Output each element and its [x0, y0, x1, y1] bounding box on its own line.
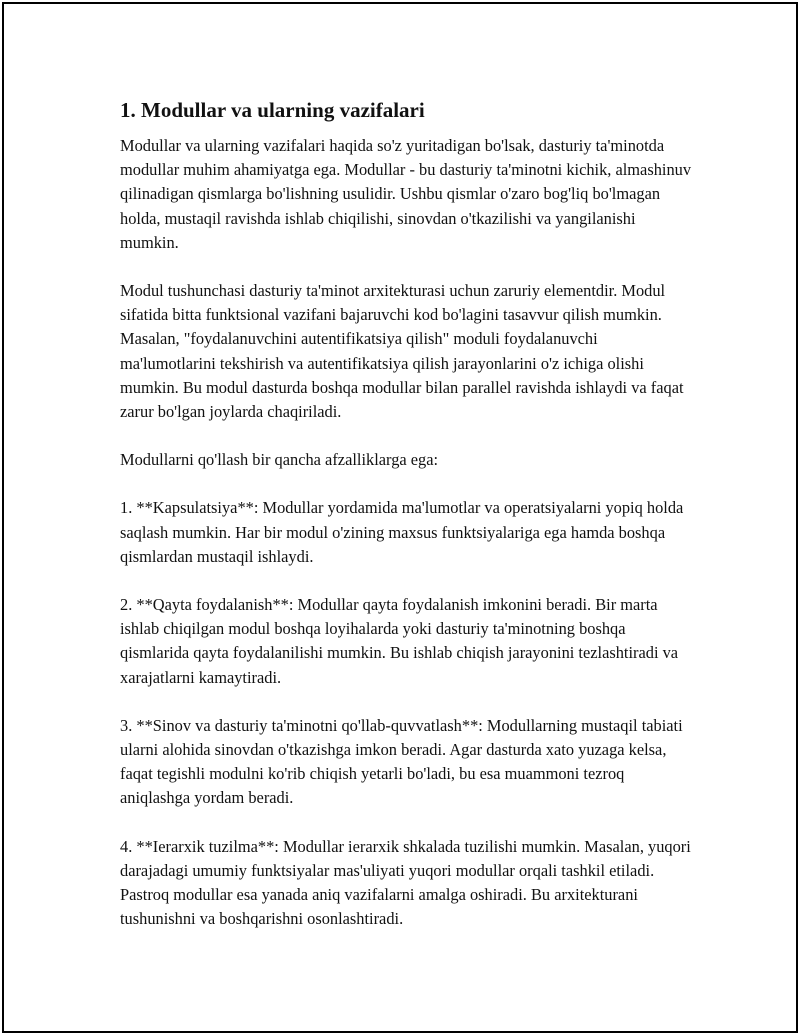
list-item-reuse: 2. **Qayta foydalanish**: Modullar qayta foydalanish imkonini beradi. Bir marta ishlab chiqilgan modul boshqa loyihalarda yoki dasturiy ta'minotning boshqa qismlarida qayta foydalanilishi mumkin. Bu ishlab chiqish jarayonini tezlashtiradi va xarajatlarni kamaytiradi. [120, 595, 679, 687]
paragraph-module-concept: Modul tushunchasi dasturiy ta'minot arxitekturasi uchun zaruriy elementdir. Modul sifatida bitta funktsional vazifani bajaruvchi kod bo'lagini tasavvur qilish mumkin. Masalan, "foydalanuvchini autentifikatsiya qilish" moduli foydalanuvchi ma'lumotlarini tekshirish va autentifikatsiya qilish jarayonlarini o'z ichiga olishi mumkin. Bu modul dasturda boshqa modullar bilan parallel ravishda ishlaydi va faqat zarur bo'lgan joylarda chaqiriladi. [120, 281, 684, 422]
list-item-encapsulation: 1. **Kapsulatsiya**: Modullar yordamida ma'lumotlar va operatsiyalarni yopiq holda saqlash mumkin. Har bir modul o'zining maxsus funktsiyalariga ega hamda boshqa qismlardan mustaqil ishlaydi. [120, 498, 684, 566]
paragraph-intro: Modullar va ularning vazifalari haqida so'z yuritadigan bo'lsak, dasturiy ta'minotda modullar muhim ahamiyatga ega. Modullar - bu dasturiy ta'minotni kichik, almashinuv qilinadigan qismlarga bo'lishning usulidir. Ushbu qismlar o'zaro bog'liq bo'lmagan holda, mustaqil ravishda ishlab chiqilishi, sinovdan o'tkazilishi va yangilanishi mumkin. [120, 136, 692, 252]
list-item-testing: 3. **Sinov va dasturiy ta'minotni qo'llab-quvvatlash**: Modullarning mustaqil tabiati ularni alohida sinovdan o'tkazishga imkon beradi. Agar dasturda xato yuzaga kelsa, faqat tegishli modulni ko'rib chiqish yetarli bo'ladi, bu esa muammoni tezroq aniqlashga yordam beradi. [120, 715, 683, 808]
paragraph-advantages-intro: Modullarni qo'llash bir qancha afzalliklarga ega: [120, 450, 439, 470]
document-body [120, 96, 692, 955]
section-heading: 1. Modullar va ularning vazifalari [120, 98, 425, 122]
page-frame [2, 2, 798, 1033]
list-item-hierarchy: 4. **Ierarxik tuzilma**: Modullar ierarxik shkalada tuzilishi mumkin. Masalan, yuqori darajadagi umumiy funktsiyalar mas'uliyati yuqori modullar orqali tashkil etiladi. Pastroq modullar esa yanada aniq vazifalarni amalga oshiradi. Bu arxitekturani tushunishni va boshqarishni osonlashtiradi. [120, 836, 691, 929]
